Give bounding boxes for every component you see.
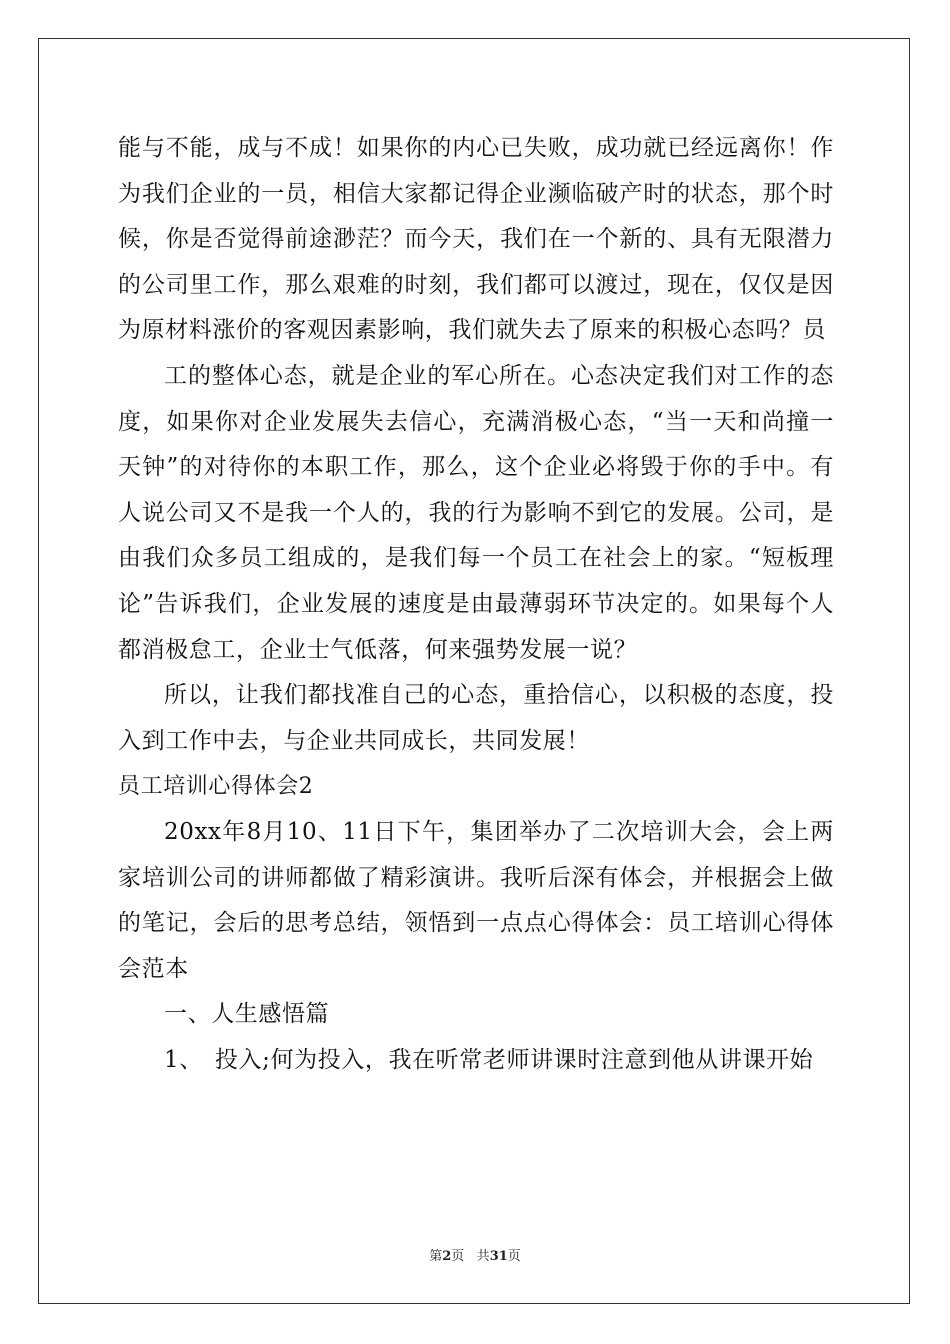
- total-pages: 31: [489, 1249, 508, 1264]
- total-prefix: 共: [476, 1249, 490, 1264]
- subheading-life-insights: 一、人生感悟篇: [164, 1001, 330, 1028]
- document-body: [118, 126, 834, 1083]
- page-footer: [0, 1245, 950, 1264]
- section-heading: 员工培训心得体会2: [118, 774, 314, 800]
- page-suffix: 页: [451, 1249, 465, 1264]
- page-number: 2: [442, 1249, 452, 1264]
- paragraph-1: 能与不能，成与不成！如果你的内心已失败，成功就已经远离你！作为我们企业的一员，相信大家都记得企业濒临破产时的状态，那个时候，你是否觉得前途渺茫？而今天，我们在一个新的、具有无限潜力的公司里工作，那么艰难的时刻，我们都可以渡过，现在，仅仅是因为原材料涨价的客观因素影响，我们就失去了原来的积极心态吗？员: [118, 135, 834, 344]
- list-item-1: 1、 投入;何为投入，我在听常老师讲课时注意到他从讲课开始: [164, 1046, 814, 1073]
- paragraph-4: 20xx年8月10、11日下午，集团举办了二次培训大会，会上两家培训公司的讲师都做了精彩演讲。我听后深有体会，并根据会上做的笔记，会后的思考总结，领悟到一点点心得体会：员工培训心得体会范本: [118, 818, 834, 982]
- paragraph-3: 所以，让我们都找准自己的心态，重拾信心，以积极的态度，投入到工作中去，与企业共同成长，共同发展！: [118, 682, 834, 754]
- total-suffix: 页: [507, 1249, 521, 1264]
- page-prefix: 第: [429, 1249, 443, 1264]
- paragraph-2: 工的整体心态，就是企业的军心所在。心态决定我们对工作的态度，如果你对企业发展失去信心，充满消极心态，“当一天和尚撞一天钟”的对待你的本职工作，那么，这个企业必将毁于你的手中。有人说公司又不是我一个人的，我的行为影响不到它的发展。公司，是由我们众多员工组成的，是我们每一个员工在社会上的家。“短板理论”告诉我们，企业发展的速度是由最薄弱环节决定的。如果每个人都消极怠工，企业士气低落，何来强势发展一说？: [118, 362, 834, 663]
